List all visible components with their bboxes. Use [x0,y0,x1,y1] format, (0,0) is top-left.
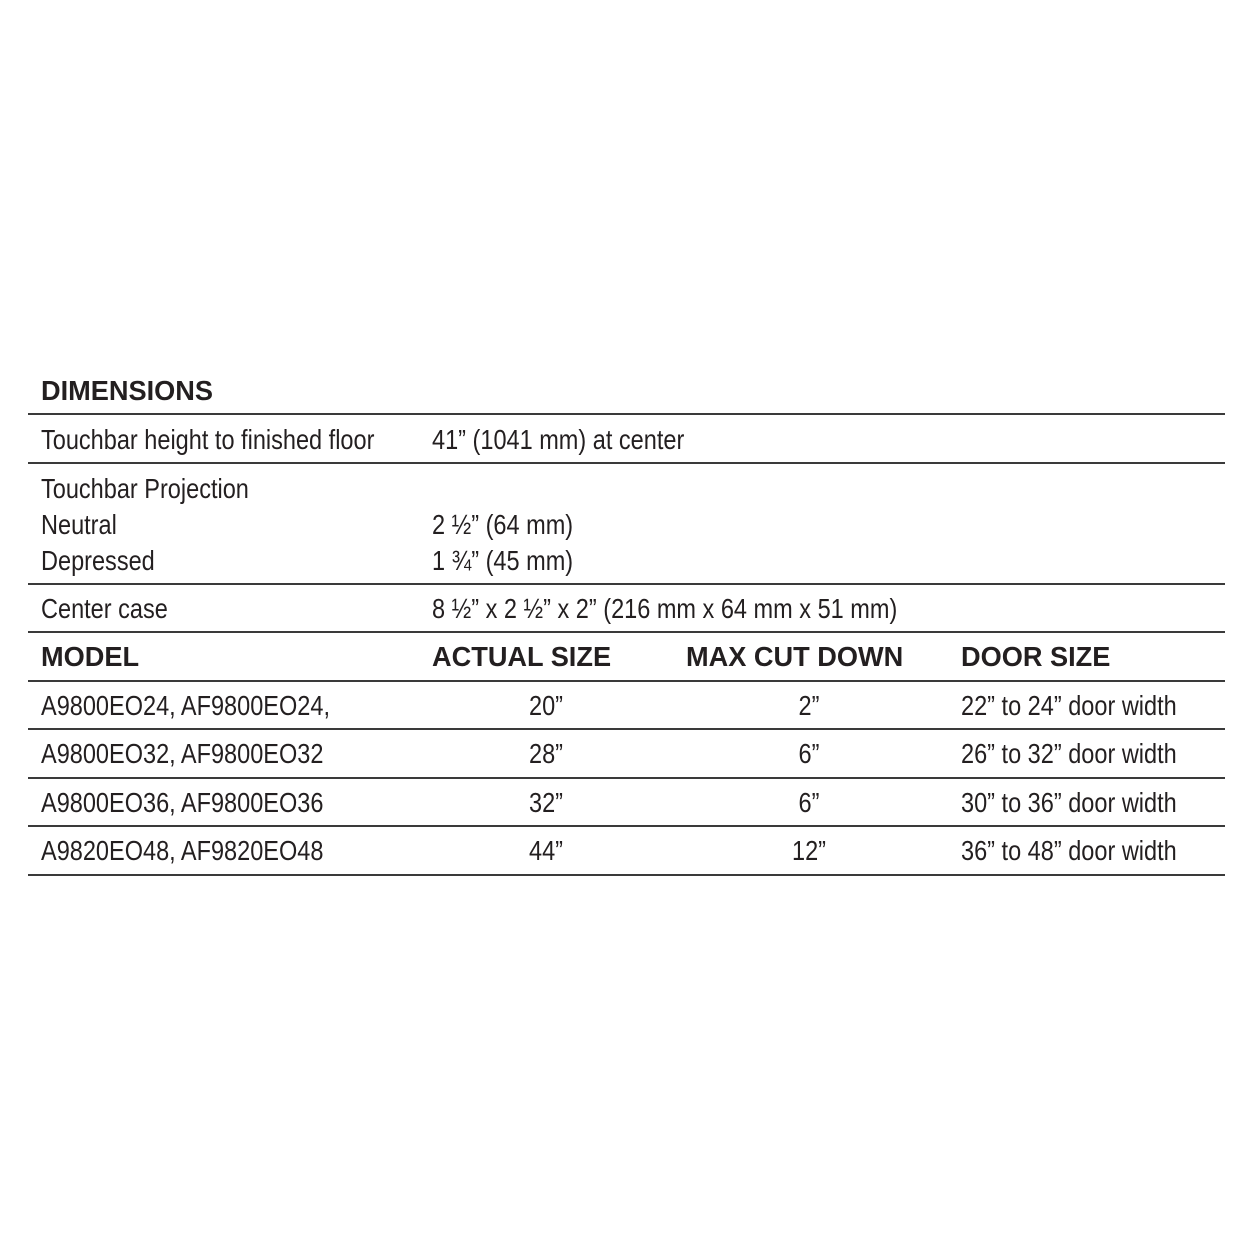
spec-value: 41” (1041 mm) at center [432,424,685,455]
column-header-actual-size: ACTUAL SIZE [432,641,612,672]
spec-sublabel-depressed: Depressed [41,545,155,576]
spec-label: Center case [41,593,168,624]
cell-door-size: 26” to 32” door width [961,738,1177,769]
column-header-max-cut-down: MAX CUT DOWN [686,641,904,672]
spec-value-depressed: 1 ¾” (45 mm) [432,545,574,576]
divider [28,825,1225,827]
divider [28,777,1225,779]
cell-max-cut-down: 6” [798,787,820,818]
cell-model: A9800EO32, AF9800EO32 [41,738,324,769]
cell-model: A9800EO24, AF9800EO24, [41,690,330,721]
divider [28,462,1225,464]
cell-actual-size: 20” [529,690,563,721]
divider [28,631,1225,633]
spec-value-neutral: 2 ½” (64 mm) [432,509,574,540]
cell-door-size: 22” to 24” door width [961,690,1177,721]
cell-actual-size: 44” [529,835,563,866]
divider [28,413,1225,415]
column-header-door-size: DOOR SIZE [961,641,1111,672]
cell-max-cut-down: 12” [792,835,826,866]
cell-door-size: 36” to 48” door width [961,835,1177,866]
section-title: DIMENSIONS [41,375,214,406]
cell-model: A9800EO36, AF9800EO36 [41,787,324,818]
divider [28,680,1225,682]
cell-actual-size: 32” [529,787,563,818]
cell-max-cut-down: 6” [798,738,820,769]
cell-model: A9820EO48, AF9820EO48 [41,835,324,866]
divider [28,874,1225,876]
cell-door-size: 30” to 36” door width [961,787,1177,818]
divider [28,583,1225,585]
spec-label: Touchbar Projection [41,473,249,504]
divider [28,728,1225,730]
spec-label: Touchbar height to finished floor [41,424,375,455]
column-header-model: MODEL [41,641,140,672]
spec-value: 8 ½” x 2 ½” x 2” (216 mm x 64 mm x 51 mm) [432,593,898,624]
cell-max-cut-down: 2” [798,690,820,721]
cell-actual-size: 28” [529,738,563,769]
spec-sublabel-neutral: Neutral [41,509,117,540]
